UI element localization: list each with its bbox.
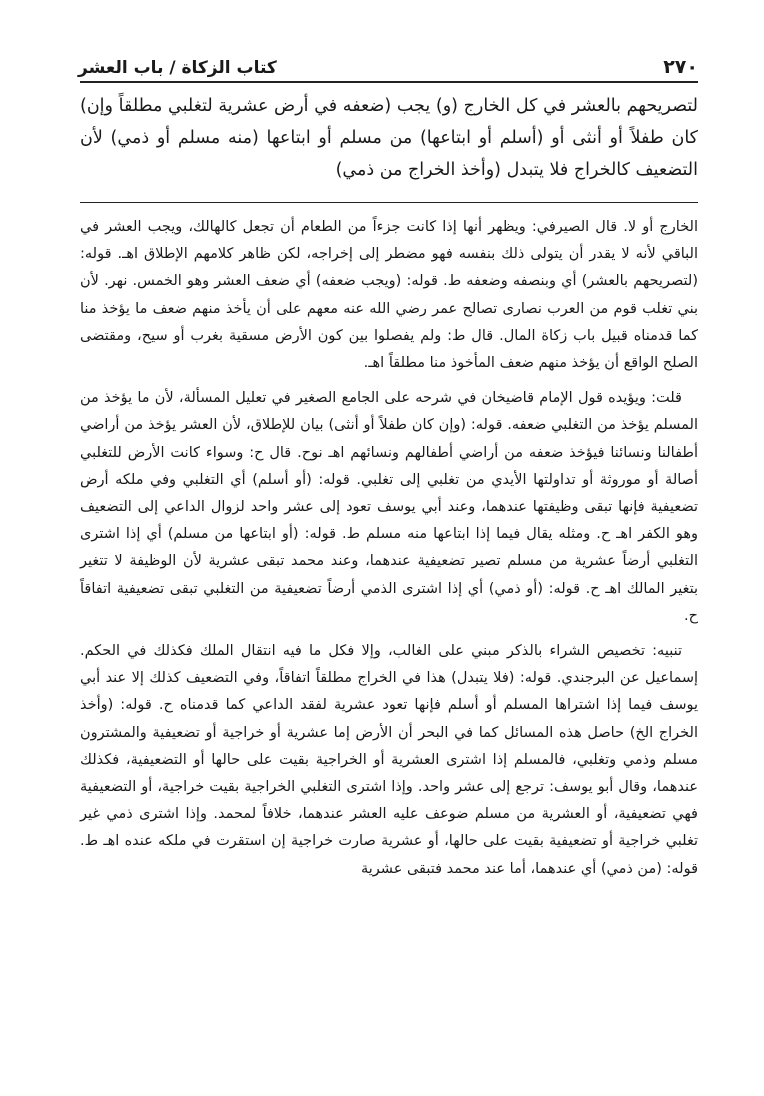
commentary-divider (80, 202, 698, 203)
main-text: لتصريحهم بالعشر في كل الخارج (و) يجب (ضعفه في أرض عشرية لتغلبي مطلقاً وإن) كان طفلاً أو أنثى أو (أسلم أو ابتاعها) من مسلم أو ابتاعها (منه مسلم أو ذمي) لأن التضعيف كالخراج فلا يتبدل (وأخذ الخراج من ذمي) (80, 96, 698, 180)
page-number: ٢٧٠ (663, 56, 698, 78)
commentary-paragraph-1: الخارج أو لا. قال الصيرفي: ويظهر أنها إذا كانت جزءاً من الطعام أن تجعل كالهالك، ويجب العشر في الباقي لأنه لا يقدر أن يتولى ذلك بنفسه فهو مضطر إلى إخراجه، لكن ظاهر كلامهم الإطلاق اهـ. قوله: (لتصريحهم بالعشر) أي وبنصفه وضعفه ط. قوله: (ويجب ضعفه) أي ضعف العشر وهو الخمس. نهر. لأن بني تغلب قوم من العرب نصارى تصالح عمر رضي الله عنه معهم على أن يأخذ منهم ضعف ما يؤخذ منا كما قدمناه قبيل باب زكاة المال. قال ط: ولم يفصلوا بين كون الأرض مسقية بغرب أو سيح، ومقتضى الصلح الواقع أن يؤخذ منهم ضعف المأخوذ منا مطلقاً اهـ. (80, 219, 698, 372)
commentary-block (80, 214, 698, 891)
commentary-paragraph-2: قلت: ويؤيده قول الإمام قاضيخان في شرحه على الجامع الصغير في تعليل المسألة، لأن ما يؤخذ من المسلم يؤخذ من التغلبي ضعفه. قوله: (وإن كان طفلاً أو أنثى) بيان للإطلاق، لأن العشر يؤخذ من أراضي أطفالنا ونسائنا فيؤخذ ضعفه من أراضي أطفالهم ونسائهم اهـ نوح. قال ح: وسواء كانت الأرض للتغلبي أصالة أو موروثة أو تداولتها الأيدي من تغلبي إلى تغلبي. قوله: (أو أسلم) أي التغلبي وفي ملكه أرض تضعيفية فإنها تبقى وظيفتها عندهما، وعند أبي يوسف تعود إلى عشر واحد لزوال الداعي إلى التضعيف وهو الكفر اهـ ح. ومثله يقال فيما إذا ابتاعها منه مسلم ط. قوله: (أو ابتاعها من مسلم) أي إذا اشترى التغلبي أرضاً عشرية من مسلم تصير تضعيفية عندهما، وعند محمد تبقى عشرية لأن الوظيفة لا تتغير بتغير المالك اهـ ح. قوله: (أو ذمي) أي إذا اشترى الذمي أرضاً تضعيفية من التغلبي تبقى تضعيفية اتفاقاً ح. (80, 390, 698, 624)
commentary-paragraph-3: تنبيه: تخصيص الشراء بالذكر مبني على الغالب، وإلا فكل ما فيه انتقال الملك فكذلك في الحكم. إسماعيل عن البرجندي. قوله: (فلا يتبدل) هذا في الخراج مطلقاً اتفاقاً، وفي التضعيف كذلك إلا عند أبي يوسف فيما إذا اشتراها المسلم أو أسلم فإنها تعود عشرية لفقد الداعي كما قدمناه ح. قوله: (وأخذ الخراج الخ) حاصل هذه المسائل كما في البحر أن الأرض إما عشرية أو خراجية أو تضعيفية والمشترون مسلم وذمي وتغلبي، فالمسلم إذا اشترى العشرية أو الخراجية بقيت على حالها أو التضعيفية، فكذلك عندهما، وقال أبو يوسف: ترجع إلى عشر واحد. وإذا اشترى التغلبي الخراجية بقيت خراجية، أو التضعيفية فهي تضعيفية، أو العشرية من مسلم ضوعف عليه العشر عندهما، خلافاً لمحمد. وإذا اشترى ذمي غير تغلبي خراجية أو تضعيفية بقيت على حالها، أو عشرية صارت خراجية إن استقرت في ملكه عنده اهـ ط. قوله: (من ذمي) أي عندهما، أما عند محمد فتبقى عشرية (80, 643, 698, 877)
header-divider (80, 81, 698, 83)
main-text-block (80, 90, 698, 186)
running-header (78, 48, 698, 78)
running-title: كتاب الزكاة / باب العشر (78, 58, 277, 78)
